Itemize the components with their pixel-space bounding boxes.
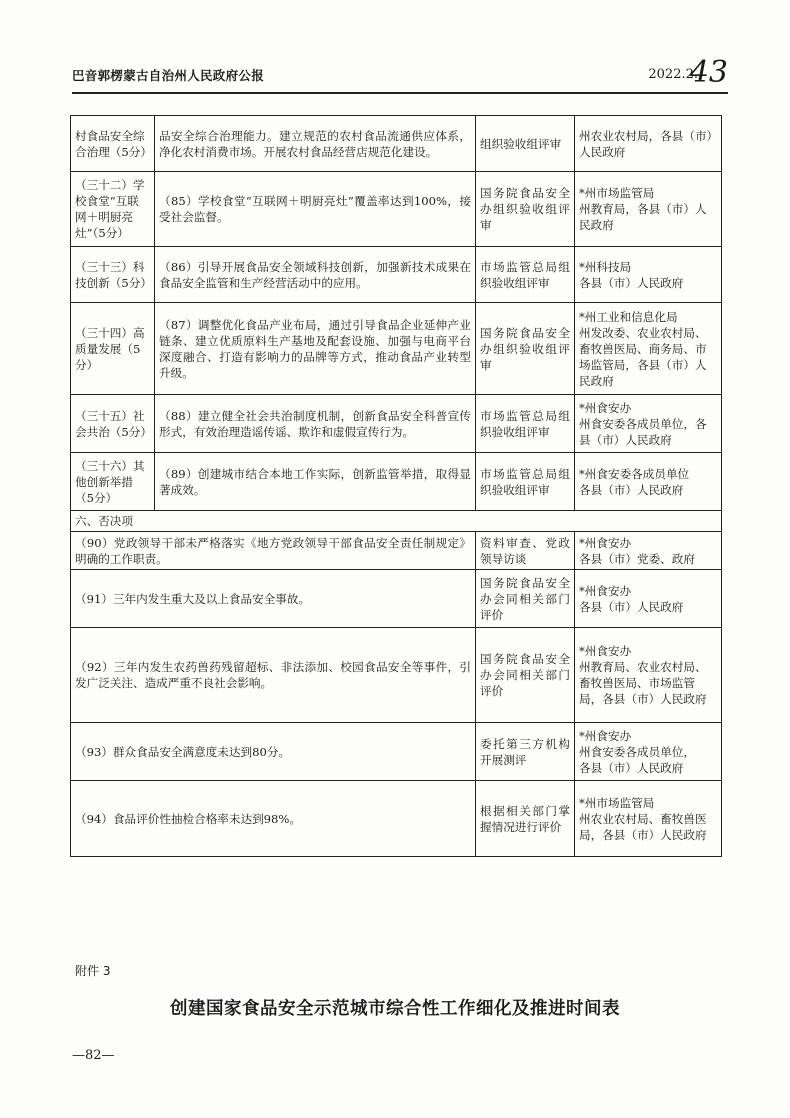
content-cell: （85）学校食堂“互联网＋明厨亮灶”覆盖率达到100%，接受社会监督。 [155, 172, 476, 247]
attachment-title: 创建国家食品安全示范城市综合性工作细化及推进时间表 [170, 999, 620, 1019]
item-cell: （三十四）高质量发展（5分） [71, 303, 155, 395]
content-cell: （88）建立健全社会共治制度机制，创新食品安全科普宣传形式，有效治理造谣传谣、欺诈和虚假宣传行为。 [155, 395, 476, 453]
department-line: 州食安委各成员单位，各县（市）人民政府 [579, 416, 707, 447]
item-cell: 村食品安全综合治理（5分） [71, 116, 155, 172]
content-cell: （93）群众食品安全满意度未达到80分。 [71, 723, 476, 781]
department-line: 各县（市）人民政府 [579, 482, 684, 497]
method-cell: 国务院食品安全办组织验收组评审 [476, 303, 575, 395]
department-line: 各县（市）党委、政府 [579, 551, 695, 566]
lead-department: *州工业和信息化局 [579, 309, 678, 324]
table-row [71, 116, 722, 172]
method-cell: 市场监管总局组织验收组评审 [476, 453, 575, 511]
evaluation-table [70, 115, 722, 857]
item-cell: （三十五）社会共治（5分） [71, 395, 155, 453]
method-cell: 国务院食品安全办会同相关部门评价 [476, 570, 575, 628]
content-cell: （91）三年内发生重大及以上食品安全事故。 [71, 570, 476, 628]
table-row [71, 570, 722, 628]
method-cell: 国务院食品安全办会同相关部门评价 [476, 628, 575, 723]
department-line: 州农业农村局、畜牧兽医局，各县（市）人民政府 [579, 811, 707, 842]
table-row [71, 303, 722, 395]
lead-department: *州食安办 [579, 644, 632, 658]
lead-department: *州食安委各成员单位 [579, 466, 690, 481]
lead-department: *州市场监管局 [579, 186, 655, 200]
lead-department: *州科技局 [579, 259, 632, 274]
department-line: 州教育局、农业农村局、畜牧兽医局、市场监管局，各县（市）人民政府 [579, 660, 707, 706]
page-header [72, 56, 728, 90]
publication-title: 巴音郭楞蒙古自治州人民政府公报 [72, 68, 265, 83]
method-cell: 资料审查、党政领导访谈 [476, 532, 575, 570]
table-row [71, 453, 722, 511]
item-cell: （三十三）科技创新（5分） [71, 247, 155, 303]
table-row [71, 628, 722, 723]
lead-department: *州食安办 [579, 583, 632, 598]
department-cell [575, 453, 722, 511]
department-line: 州农业农村局，各县（市）人民政府 [579, 128, 713, 159]
item-cell: （三十二）学校食堂“互联网＋明厨亮灶”（5分） [71, 172, 155, 247]
content-cell: （94）食品评价性抽检合格率未达到98%。 [71, 781, 476, 857]
method-cell: 市场监管总局组织验收组评审 [476, 395, 575, 453]
attachment-label: 附件 3 [75, 964, 111, 978]
method-cell: 委托第三方机构开展测评 [476, 723, 575, 781]
method-cell: 组织验收组评审 [476, 116, 575, 172]
content-cell: （87）调整优化食品产业布局，通过引导食品企业延伸产业链条、建立优质原料生产基地及配套设施、加强与电商平台深度融合、打造有影响力的品牌等方式，推动食品产业转型升级。 [155, 303, 476, 395]
lead-department: *州市场监管局 [579, 795, 655, 810]
department-cell [575, 247, 722, 303]
department-cell [575, 723, 722, 781]
department-cell [575, 532, 722, 570]
issue-date: 2022.2. [648, 67, 698, 82]
content-cell: （92）三年内发生农药兽药残留超标、非法添加、校园食品安全等事件，引发广泛关注、造成严重不良社会影响。 [71, 628, 476, 723]
table-row [71, 395, 722, 453]
lead-department: *州食安办 [579, 728, 632, 743]
content-cell: （86）引导开展食品安全领域科技创新，加强新技术成果在食品安全监管和生产经营活动中的应用。 [155, 247, 476, 303]
department-cell [575, 781, 722, 857]
content-cell: 品安全综合治理能力。建立规范的农村食品流通供应体系，净化农村消费市场。开展农村食品经营店规范化建设。 [155, 116, 476, 172]
header-rule [72, 92, 728, 94]
department-cell [575, 116, 722, 172]
table-row [71, 247, 722, 303]
department-cell [575, 303, 722, 395]
table-row [71, 172, 722, 247]
department-line: 州食安委各成员单位， [579, 744, 695, 759]
table-row [71, 723, 722, 781]
method-cell: 市场监管总局组织验收组评审 [476, 247, 575, 303]
department-cell [575, 628, 722, 723]
item-cell: （三十六）其他创新举措（5分） [71, 453, 155, 511]
footer-page-number: —82— [72, 1048, 115, 1063]
lead-department: *州食安办 [579, 400, 632, 415]
department-line: 州发改委、农业农村局、畜牧兽医局、商务局、市场监管局，各县（市）人民政府 [579, 325, 707, 388]
department-line: 各县（市）人民政府 [579, 760, 684, 775]
content-cell: （89）创建城市结合本地工作实际，创新监管举措，取得显著成效。 [155, 453, 476, 511]
method-cell: 根据相关部门掌握情况进行评价 [476, 781, 575, 857]
content-cell: （90）党政领导干部未严格落实《地方党政领导干部食品安全责任制规定》明确的工作职责。 [71, 532, 476, 570]
table-row [71, 532, 722, 570]
section-header: 六、否决项 [71, 511, 722, 532]
department-line: 州教育局，各县（市）人民政府 [579, 202, 707, 232]
department-line: 各县（市）人民政府 [579, 275, 684, 290]
department-line: 各县（市）人民政府 [579, 599, 684, 614]
department-cell [575, 172, 722, 247]
lead-department: *州食安办 [579, 535, 632, 550]
method-cell: 国务院食品安全办组织验收组评审 [476, 172, 575, 247]
section-header-row [71, 511, 722, 532]
department-cell [575, 570, 722, 628]
page-number: 43 [689, 55, 728, 90]
table-row [71, 781, 722, 857]
department-cell [575, 395, 722, 453]
